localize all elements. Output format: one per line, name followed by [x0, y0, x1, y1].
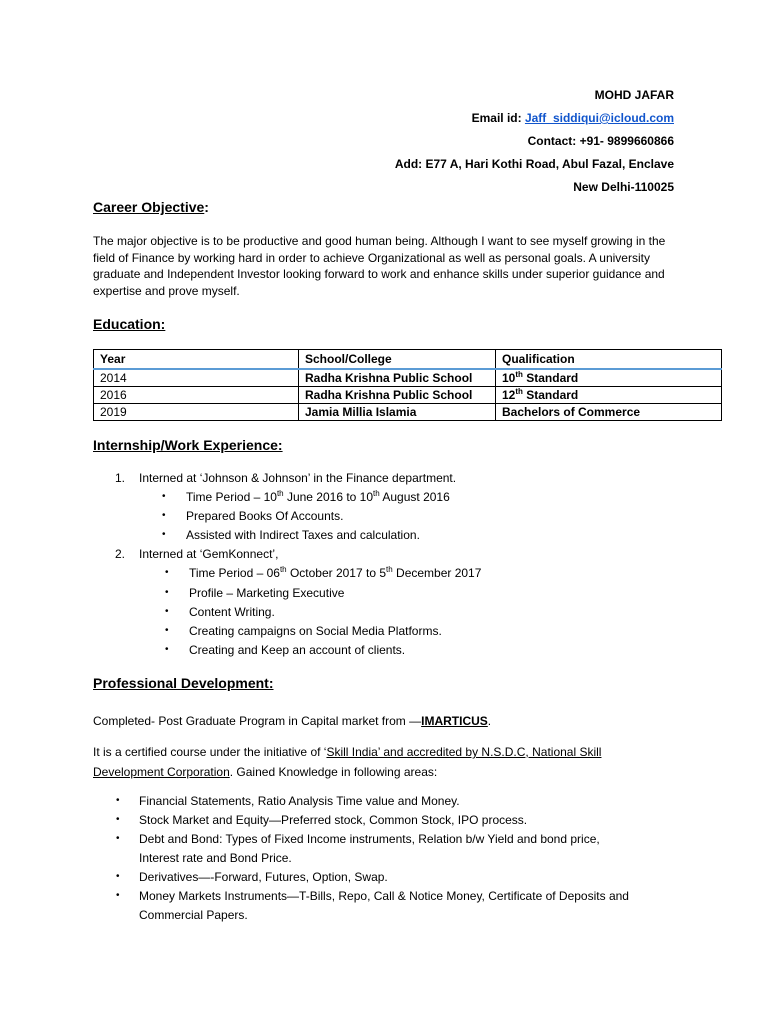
table-row [94, 369, 722, 387]
bullet-icon: • [162, 491, 166, 502]
list-item: Money Markets Instruments—T-Bills, Repo, Call & Notice Money, Certificate of Deposits and [139, 889, 629, 903]
email-label: Email id: [471, 111, 525, 125]
email-line [395, 107, 674, 130]
contact-header [395, 84, 674, 199]
career-objective-colon: : [204, 199, 209, 215]
list-number: 1. [115, 471, 126, 485]
completed-prefix: Completed- Post Graduate Program in Capital market from — [93, 714, 422, 728]
bullet-icon: • [116, 795, 120, 806]
completed-suffix: . [487, 714, 492, 728]
year-cell: 2019 [94, 404, 299, 421]
list-item: Debt and Bond: Types of Fixed Income instruments, Relation b/w Yield and bond price, [139, 832, 600, 846]
experience-item-text: Interned at ‘Johnson & Johnson’ in the Finance department. [139, 471, 457, 485]
career-objective-heading [93, 199, 209, 215]
address-line-2: New Delhi-110025 [573, 180, 674, 194]
qualification-suffix: th [515, 387, 523, 396]
completed-program-line [93, 712, 491, 732]
list-item: Profile – Marketing Executive [189, 586, 345, 600]
bullet-icon: • [162, 510, 166, 521]
time-period-middle: June 2016 to 10 [283, 490, 374, 504]
school-cell: Radha Krishna Public School [299, 369, 496, 387]
bullet-icon: • [116, 871, 120, 882]
certification-paragraph [93, 743, 653, 782]
bullet-icon: • [116, 814, 120, 825]
time-period [189, 566, 481, 580]
cert-prefix: It is a certified course under the initiative of ‘ [93, 745, 327, 759]
list-item: Financial Statements, Ratio Analysis Time value and Money. [139, 794, 460, 808]
professional-heading: Professional Development: [93, 675, 274, 691]
ordinal-suffix: th [386, 565, 393, 574]
list-item: Creating campaigns on Social Media Platforms. [189, 624, 442, 638]
list-number: 2. [115, 547, 126, 561]
bullet-icon: • [165, 567, 169, 578]
bullet-icon: • [165, 587, 169, 598]
table-row [94, 387, 722, 404]
column-header-year: Year [94, 350, 299, 370]
time-period [186, 490, 450, 504]
qualification-text: Bachelors of Commerce [502, 405, 641, 419]
institute-name: IMARTICUS [421, 714, 488, 728]
ordinal-suffix: th [279, 565, 287, 574]
qualification-cell [496, 369, 722, 387]
qualification-number: 10 [502, 371, 516, 385]
experience-item-text: Interned at ‘GemKonnect’, [139, 547, 279, 561]
time-period-start: Time Period – 06 [189, 566, 280, 580]
column-header-qualification: Qualification [496, 350, 722, 370]
time-period-middle: October 2017 to 5 [286, 566, 387, 580]
time-period-end: December 2017 [392, 566, 482, 580]
career-objective-text: The major objective is to be productive and good human being. Although I want to see myself growing in the field of Finance by working hard in order to achieve Organizational as well as personal goals. A university graduate and Independent Investor looking forward to work and enhance skills under superior guidance and expertise and prove myself. [93, 234, 666, 298]
list-item: Stock Market and Equity—Preferred stock, Common Stock, IPO process. [139, 813, 528, 827]
list-item-continuation: Commercial Papers. [139, 908, 248, 922]
list-item: Assisted with Indirect Taxes and calculation. [186, 528, 420, 542]
list-item: Derivatives—-Forward, Futures, Option, Swap. [139, 870, 388, 884]
bullet-icon: • [116, 833, 120, 844]
school-cell: Jamia Millia Islamia [299, 404, 496, 421]
qualification-suffix: th [515, 370, 523, 379]
email-link[interactable]: Jaff_siddiqui@icloud.com [524, 111, 674, 125]
column-header-school: School/College [299, 350, 496, 370]
time-period-start: Time Period – 10 [186, 490, 277, 504]
list-item: Content Writing. [189, 605, 275, 619]
list-item: Prepared Books Of Accounts. [186, 509, 344, 523]
qualification-cell [496, 404, 722, 421]
education-header-row [94, 350, 722, 370]
address-line-1: Add: E77 A, Hari Kothi Road, Abul Fazal, Enclave [394, 157, 674, 171]
candidate-name: MOHD JAFAR [594, 88, 674, 102]
year-cell: 2016 [94, 387, 299, 404]
year-cell: 2014 [94, 369, 299, 387]
school-cell: Radha Krishna Public School [299, 387, 496, 404]
time-period-end: August 2016 [379, 490, 450, 504]
bullet-icon: • [165, 625, 169, 636]
ordinal-suffix: th [276, 489, 284, 498]
table-row [94, 404, 722, 421]
bullet-icon: • [165, 644, 169, 655]
skill-india-text: Skill India’ and accredited by N.S.D.C, National Skill [326, 745, 602, 759]
cert-suffix: . Gained Knowledge in following areas: [229, 764, 438, 779]
qualification-text: Standard [522, 371, 579, 385]
career-objective-title: Career Objective [93, 199, 205, 215]
list-item-continuation: Interest rate and Bond Price. [139, 851, 292, 865]
list-item: Creating and Keep an account of clients. [189, 643, 406, 657]
ordinal-suffix: th [373, 489, 380, 498]
education-table [93, 349, 722, 421]
bullet-icon: • [162, 529, 166, 540]
experience-heading: Internship/Work Experience: [93, 437, 283, 453]
qualification-text: Standard [522, 388, 579, 402]
bullet-icon: • [116, 890, 120, 901]
qualification-number: 12 [502, 388, 516, 402]
contact-line: Contact: +91- 9899660866 [527, 134, 674, 148]
education-heading: Education: [93, 316, 166, 332]
nsdc-text: Development Corporation [93, 764, 230, 779]
bullet-icon: • [165, 606, 169, 617]
qualification-cell [496, 387, 722, 404]
